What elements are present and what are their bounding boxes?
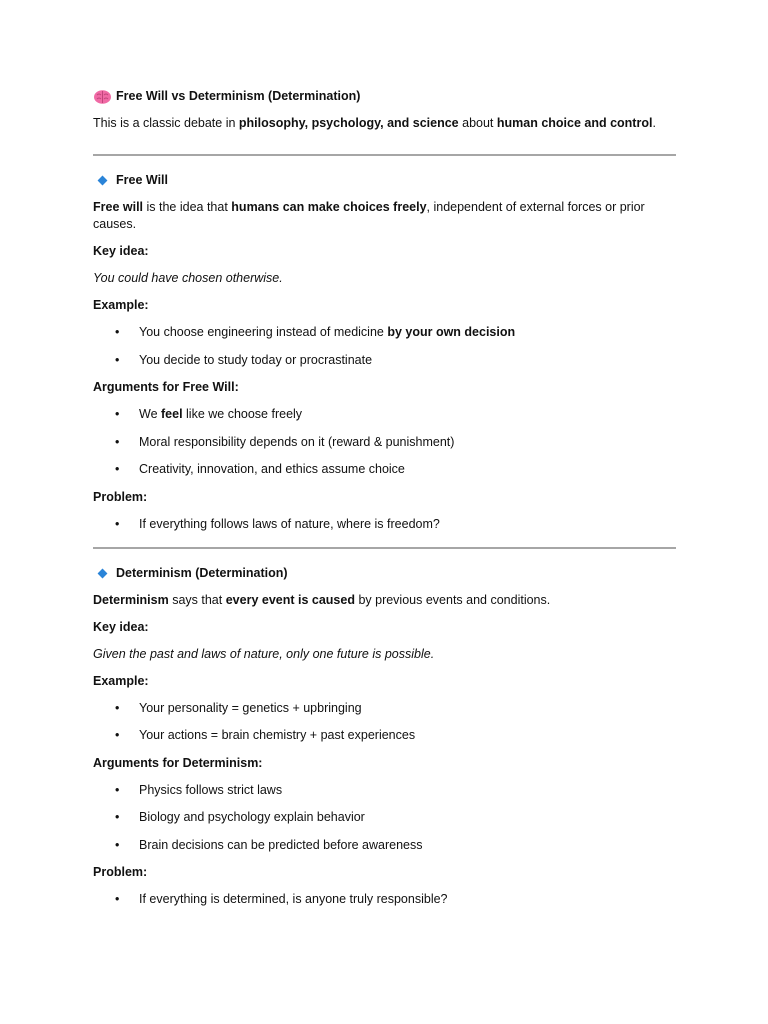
determinism-key-text: Given the past and laws of nature, only one future is possible. — [93, 646, 435, 661]
free-will-args-list — [93, 406, 676, 478]
list-item-bold: feel — [161, 407, 183, 421]
list-item: • Creativity, innovation, and ethics assume choice — [93, 461, 676, 478]
determinism-example-list — [93, 700, 676, 745]
list-item-bold: by your own decision — [387, 325, 516, 339]
definition-bold: Determinism — [93, 592, 169, 607]
list-item-text: like we choose freely — [182, 407, 303, 421]
intro-bold: human choice and control — [496, 116, 653, 130]
list-item: • Your personality = genetics + upbringing — [93, 700, 676, 717]
determinism-problem-list — [93, 891, 676, 908]
free-will-example-list — [93, 324, 676, 369]
list-item: • You decide to study today or procrastinate — [93, 352, 676, 369]
list-item — [93, 406, 676, 423]
definition-bold: humans can make choices freely — [231, 200, 427, 214]
free-will-heading-text: Free Will — [116, 173, 168, 187]
definition-text: says that — [168, 592, 226, 607]
list-item: • Physics follows strict laws — [93, 782, 676, 799]
definition-bold: Free will — [93, 200, 144, 214]
determinism-problem-label: Problem: — [93, 865, 148, 879]
diamond-bullet-icon — [98, 176, 108, 186]
document-content — [93, 88, 676, 919]
intro-bold: philosophy, psychology, and science — [238, 116, 459, 130]
list-item-text: We — [139, 407, 161, 421]
free-will-key-label: Key idea: — [93, 244, 149, 258]
determinism-key-label: Key idea: — [93, 619, 149, 634]
free-will-heading — [93, 172, 676, 189]
free-will-problem-label: Problem: — [93, 489, 148, 504]
section-divider — [93, 154, 676, 156]
list-item: • Brain decisions can be predicted before awareness — [93, 837, 676, 854]
free-will-problem-list — [93, 516, 676, 533]
definition-text: , independent of external forces or prior causes. — [93, 200, 645, 231]
determinism-heading-text: Determinism (Determination) — [116, 565, 288, 580]
intro-text: . — [652, 116, 656, 130]
definition-text: is the idea that — [143, 200, 232, 214]
intro-text: about — [458, 116, 497, 130]
document-title: Free Will vs Determinism (Determination) — [116, 89, 361, 103]
free-will-args-label: Arguments for Free Will: — [93, 380, 239, 394]
determinism-args-list — [93, 782, 676, 854]
free-will-example-label: Example: — [93, 298, 149, 312]
list-item: • Biology and psychology explain behavior — [93, 809, 676, 826]
list-item: • Your actions = brain chemistry + past experiences — [93, 727, 676, 744]
document-title-line — [93, 88, 676, 105]
list-item: • If everything follows laws of nature, where is freedom? — [93, 516, 676, 533]
determinism-definition — [93, 592, 676, 609]
list-item — [93, 324, 676, 341]
diamond-bullet-icon — [98, 568, 108, 578]
free-will-definition — [93, 199, 676, 233]
definition-bold: every event is caused — [225, 592, 355, 607]
determinism-example-label: Example: — [93, 673, 149, 688]
free-will-key-text: You could have chosen otherwise. — [93, 271, 283, 285]
list-item: • If everything is determined, is anyone truly responsible? — [93, 891, 676, 908]
determinism-heading — [93, 565, 676, 582]
section-divider — [93, 547, 676, 549]
list-item-text: You choose engineering instead of medicine — [139, 325, 388, 339]
list-item: • Moral responsibility depends on it (reward & punishment) — [93, 434, 676, 451]
intro-paragraph — [93, 115, 676, 132]
intro-text: This is a classic debate in — [93, 116, 239, 130]
brain-icon — [93, 89, 112, 105]
definition-text: by previous events and conditions. — [354, 592, 551, 607]
determinism-args-label: Arguments for Determinism: — [93, 755, 263, 770]
